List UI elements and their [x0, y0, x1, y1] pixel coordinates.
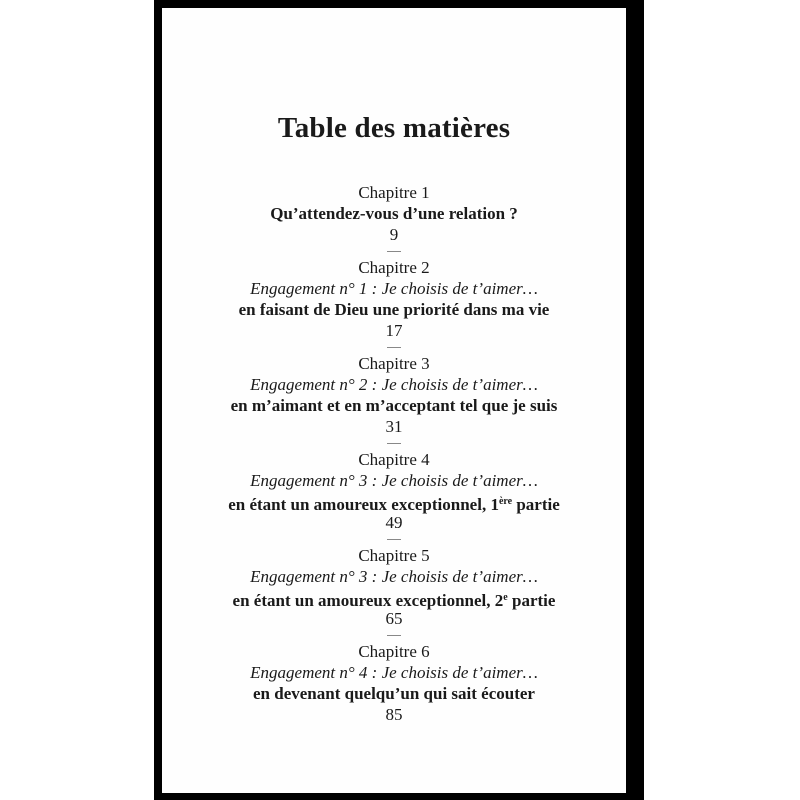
toc-entry — [162, 545, 626, 641]
engagement-line: Engagement n° 4 : Je choisis de t’aimer… — [250, 663, 538, 682]
engagement-line: Engagement n° 3 : Je choisis de t’aimer… — [250, 471, 538, 490]
chapter-title-text: en étant un amoureux exceptionnel, 1 — [228, 495, 499, 514]
separator — [162, 533, 626, 545]
chapter-label: Chapitre 3 — [358, 354, 430, 373]
page-number: 17 — [385, 321, 403, 340]
ordinal-superscript: ère — [498, 496, 513, 507]
book-page — [162, 8, 626, 793]
toc-title: Table des matières — [277, 112, 511, 144]
chapter-label: Chapitre 4 — [358, 450, 430, 469]
engagement-line: Engagement n° 3 : Je choisis de t’aimer… — [250, 567, 538, 586]
ordinal-superscript: e — [503, 592, 508, 603]
page-number: 85 — [385, 705, 403, 724]
engagement-line: Engagement n° 2 : Je choisis de t’aimer… — [250, 375, 538, 394]
toc-entry — [162, 182, 626, 257]
chapter-title-text: Qu’attendez-vous d’une relation ? — [270, 204, 518, 223]
separator — [162, 629, 626, 641]
toc-entry — [162, 353, 626, 449]
chapter-title — [162, 491, 626, 512]
chapter-title — [162, 299, 626, 320]
toc-entries — [162, 182, 626, 725]
chapter-title — [162, 395, 626, 416]
chapter-title-text: en m’aimant et en m’acceptant tel que je suis — [230, 396, 558, 415]
chapter-title-suffix: partie — [507, 591, 556, 610]
chapter-title — [162, 203, 626, 224]
page-number: 49 — [385, 513, 403, 532]
toc-entry — [162, 257, 626, 353]
chapter-label: Chapitre 5 — [358, 546, 430, 565]
separator — [162, 437, 626, 449]
chapter-label: Chapitre 1 — [358, 183, 430, 202]
separator — [162, 341, 626, 353]
page-number: 31 — [385, 417, 403, 436]
chapter-title — [162, 683, 626, 704]
chapter-title-suffix: partie — [512, 495, 560, 514]
chapter-label: Chapitre 6 — [358, 642, 430, 661]
chapter-title — [162, 587, 626, 608]
page-number: 9 — [389, 225, 399, 244]
toc-entry — [162, 449, 626, 545]
chapter-title-text: en faisant de Dieu une priorité dans ma vie — [238, 300, 550, 319]
chapter-title-text: en devenant quelqu’un qui sait écouter — [253, 684, 535, 703]
chapter-title-text: en étant un amoureux exceptionnel, 2 — [232, 591, 504, 610]
toc-entry — [162, 641, 626, 725]
chapter-label: Chapitre 2 — [358, 258, 430, 277]
page-number: 65 — [385, 609, 403, 628]
engagement-line: Engagement n° 1 : Je choisis de t’aimer… — [250, 279, 538, 298]
separator — [162, 245, 626, 257]
